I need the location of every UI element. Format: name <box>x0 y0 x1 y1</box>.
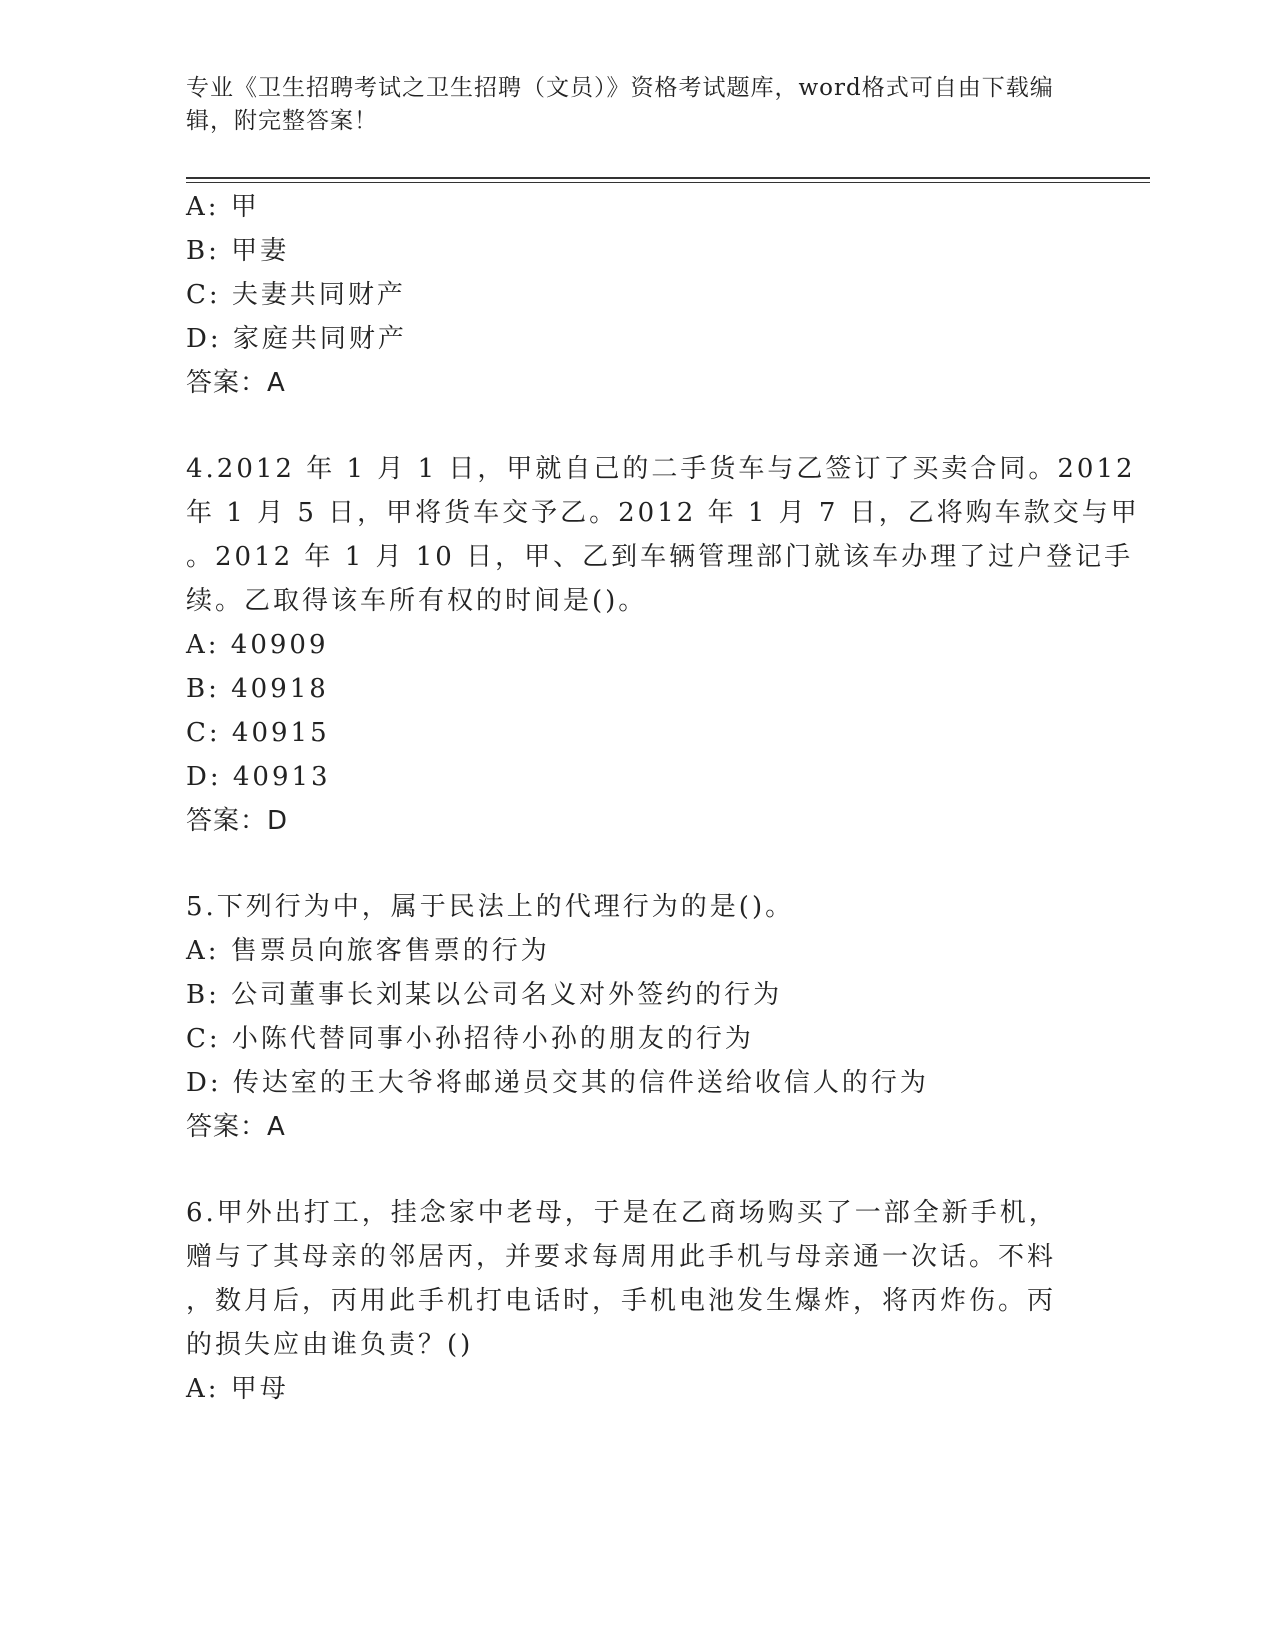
q5-option-b: B: 公司董事长刘某以公司名义对外签约的行为 <box>186 980 783 1010</box>
q6-stem-line: 的损失应由谁负责？() <box>186 1330 474 1360</box>
q6-stem-line: 赠与了其母亲的邻居丙，并要求每周用此手机与母亲通一次话。不料 <box>186 1242 1057 1272</box>
q4-option-a: A: 40909 <box>186 630 329 660</box>
q3-answer: 答案：A <box>186 368 286 398</box>
q4-stem-line: 4.2012 年 1 月 1 日，甲就自己的二手货车与乙签订了买卖合同。2012 <box>186 454 1136 484</box>
q4-option-b: B: 40918 <box>186 674 329 704</box>
q3-option-a: A: 甲 <box>186 192 260 222</box>
q6-stem-line: ，数月后，丙用此手机打电话时，手机电池发生爆炸，将丙炸伤。丙 <box>186 1286 1057 1316</box>
q4-answer: 答案：D <box>186 806 289 836</box>
q5-option-c: C: 小陈代替同事小孙招待小孙的朋友的行为 <box>186 1024 754 1054</box>
q3-option-d: D: 家庭共同财产 <box>186 324 407 354</box>
q4-stem-line: 续。乙取得该车所有权的时间是()。 <box>186 586 648 616</box>
q3-option-b: B: 甲妻 <box>186 236 290 266</box>
q5-option-d: D: 传达室的王大爷将邮递员交其的信件送给收信人的行为 <box>186 1068 929 1098</box>
q5-option-a: A: 售票员向旅客售票的行为 <box>186 936 550 966</box>
q6-stem-line: 6.甲外出打工，挂念家中老母，于是在乙商场购买了一部全新手机， <box>186 1198 1058 1228</box>
header-divider-thick <box>186 177 1150 179</box>
header-divider-thin <box>186 182 1150 183</box>
q4-stem-line: 年 1 月 5 日，甲将货车交予乙。2012 年 1 月 7 日，乙将购车款交与甲 <box>186 498 1140 528</box>
q5-answer: 答案：A <box>186 1112 286 1142</box>
q3-option-c: C: 夫妻共同财产 <box>186 280 406 310</box>
q4-option-c: C: 40915 <box>186 718 330 748</box>
q6-option-a: A: 甲母 <box>186 1374 289 1404</box>
document-header: 专业《卫生招聘考试之卫生招聘（文员）》资格考试题库，word格式可自由下载编辑，附完整答案！ <box>186 75 1054 134</box>
q5-stem-line: 5.下列行为中，属于民法上的代理行为的是()。 <box>186 892 795 922</box>
q4-stem-line: 。2012 年 1 月 10 日，甲、乙到车辆管理部门就该车办理了过户登记手 <box>186 542 1134 572</box>
q4-option-d: D: 40913 <box>186 762 331 792</box>
